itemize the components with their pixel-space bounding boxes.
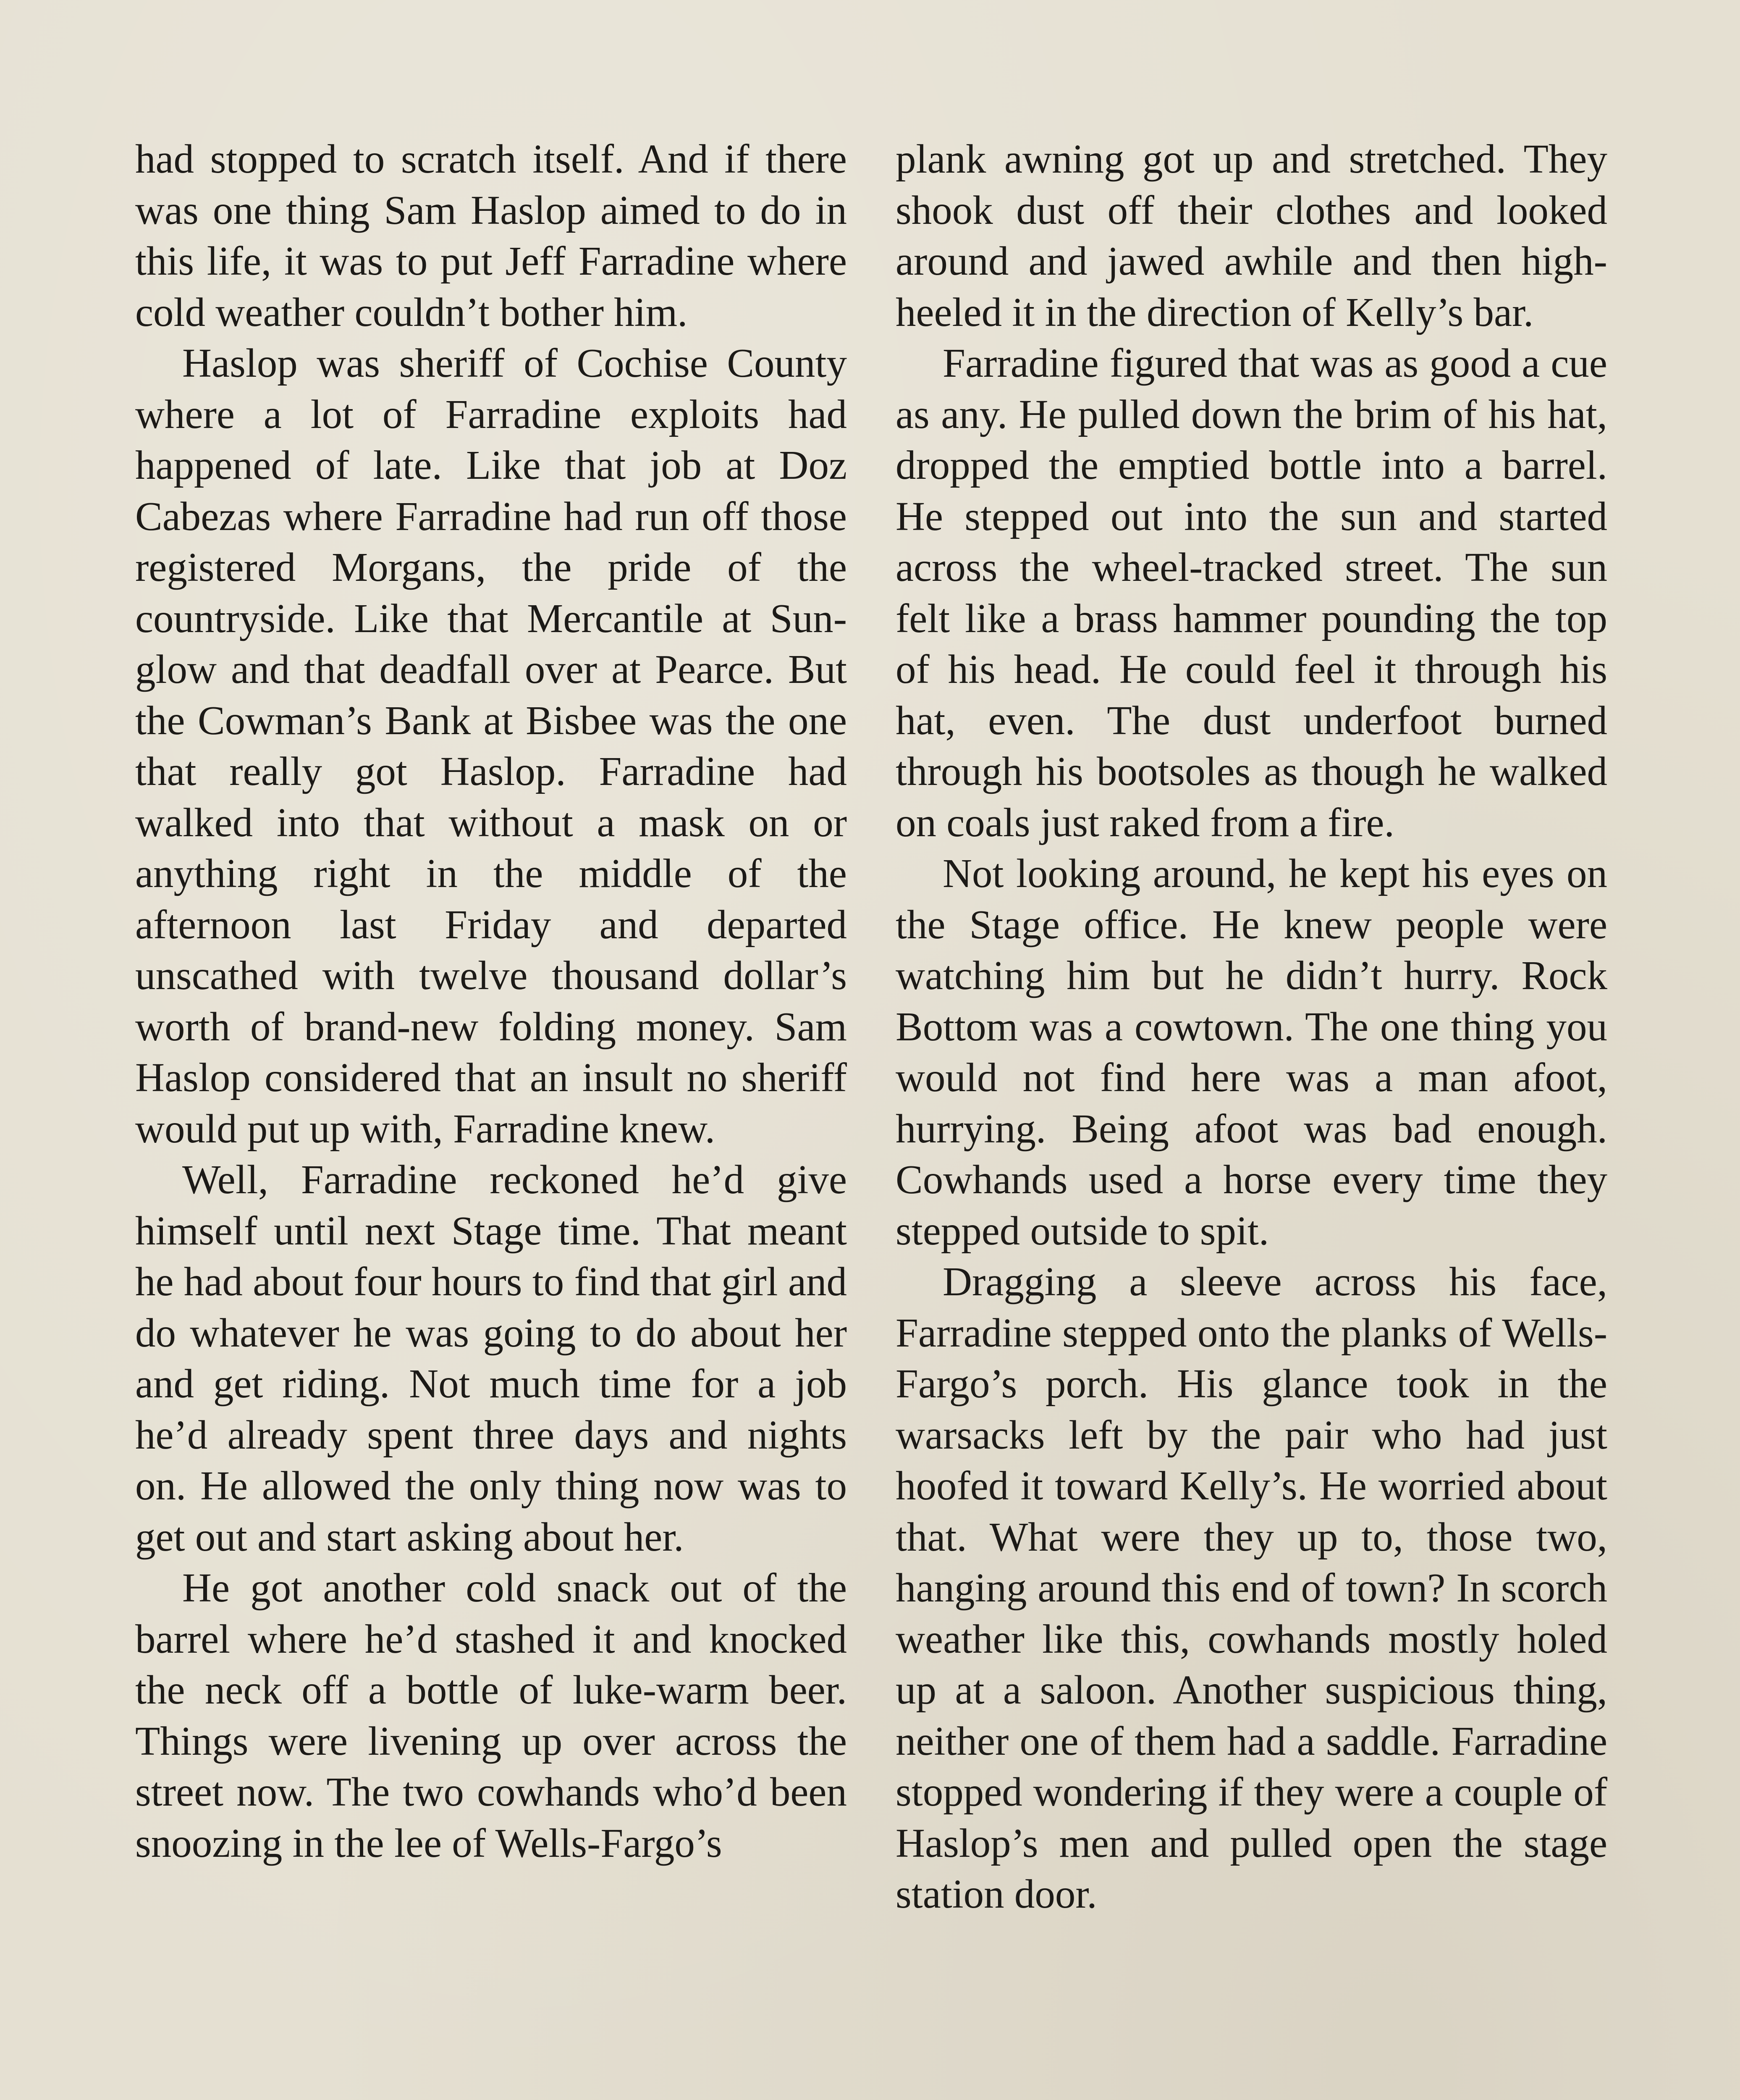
paragraph: Farradine figured that was as good a cue as any. He pulled down the brim of his hat, dropped the emptied bottle into a barrel. He stepped out into the sun and started across the wheel-tracked street. The sun felt like a brass hammer pounding the top of his head. He could feel it through his hat, even. The dust underfoot burned through his bootsoles as though he walked on coals just raked from a fire. — [896, 341, 1607, 845]
paragraph: had stopped to scratch itself. And if there was one thing Sam Haslop aimed to do in this life, it was to put Jeff Farradine where cold weather couldn’t bother him. — [135, 136, 847, 335]
paragraph: Well, Farradine reckoned he’d give himself until next Stage time. That meant he had about four hours to find that girl and do whatever he was going to do about her and get riding. Not much time for a job he’d already spent three days and nights on. He allowed the only thing now was to get out and start asking about her. — [135, 1157, 847, 1559]
paragraph: Haslop was sheriff of Cochise County where a lot of Farradine exploits had happened of late. Like that job at Doz Cabezas where Farradine had run off those registered Morgans, the pride of the countryside. Like that Mercantile at Sunglow and that deadfall over at Pearce. But the Cowman’s Bank at Bisbee was the one that really got Haslop. Farradine had walked into that without a mask on or anything right in the middle of the afternoon last Friday and departed unscathed with twelve thousand dollar’s worth of brand-new folding money. Sam Haslop considered that an insult no sheriff would put up with, Farradine knew. — [135, 341, 847, 1151]
right-text-column — [896, 134, 1607, 1920]
paragraph: Dragging a sleeve across his face, Farradine stepped onto the planks of Wells-Fargo’s porch. His glance took in the warsacks left by the pair who had just hoofed it toward Kelly’s. He worried about that. What were they up to, those two, hanging around this end of town? In scorch weather like this, cowhands mostly holed up at a saloon. Another suspicious thing, neither one of them had a saddle. Farradine stopped wondering if they were a couple of Haslop’s men and pulled open the stage station door. — [896, 1259, 1607, 1916]
left-text-column — [135, 134, 847, 1869]
paragraph: Not looking around, he kept his eyes on the Stage office. He knew people were watching him but he didn’t hurry. Rock Bottom was a cowtown. The one thing you would not find here was a man afoot, hurrying. Being afoot was bad enough. Cowhands used a horse every time they stepped outside to spit. — [896, 851, 1607, 1253]
paragraph: He got another cold snack out of the barrel where he’d stashed it and knocked the neck off a bottle of luke-warm beer. Things were livening up over across the street now. The two cowhands who’d been snoozing in the lee of Wells-Fargo’s — [135, 1565, 847, 1866]
paragraph: plank awning got up and stretched. They shook dust off their clothes and looked around and jawed awhile and then high-heeled it in the direction of Kelly’s bar. — [896, 136, 1607, 335]
